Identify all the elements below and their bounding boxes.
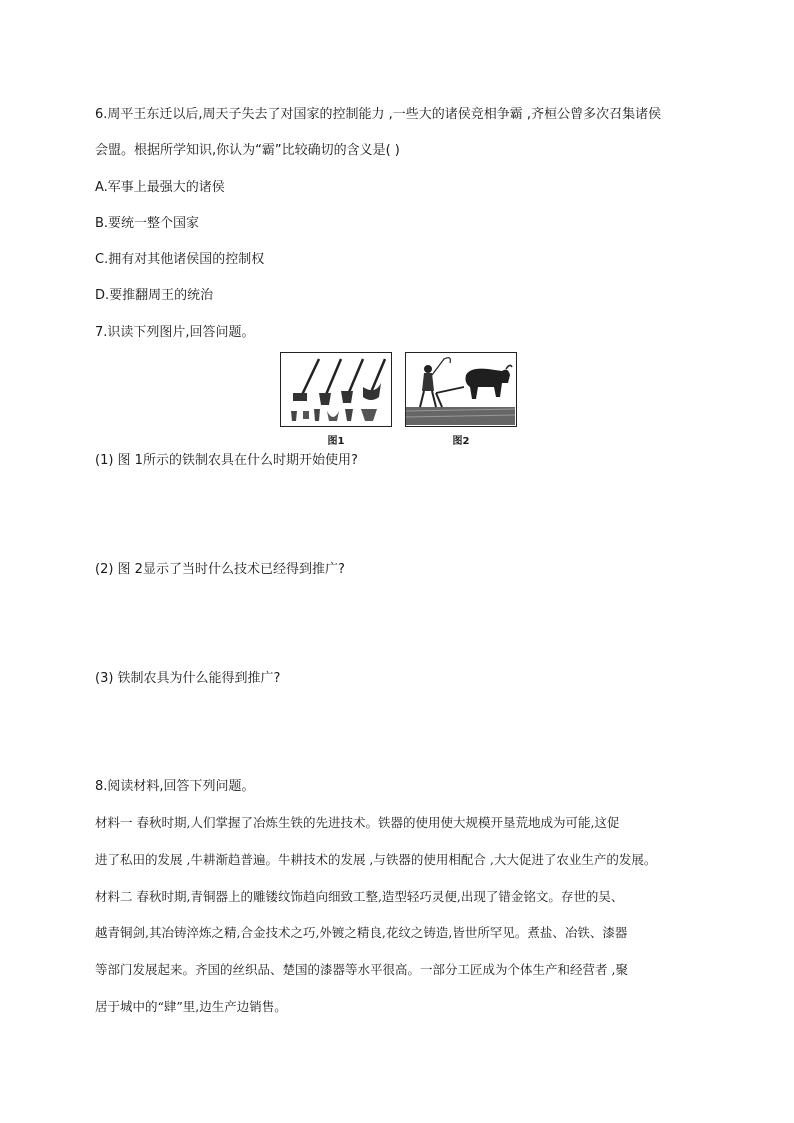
- q8-material-2-line3: 等部门发展起来。齐国的丝织品、楚国的漆器等水平很高。一部分工匠成为个体生产和经营者 ,聚: [95, 962, 628, 977]
- q8-material-2-line1: 材料二 春秋时期,青铜器上的雕镂纹饰趋向细致工整,造型轻巧灵便,出现了错金铭文。存世的吴、: [95, 889, 624, 904]
- q6-option-d: D.要推翻周王的统治: [95, 288, 214, 303]
- ox-plowing-illustration: [406, 353, 515, 425]
- figure-1-caption: 图1: [327, 436, 345, 447]
- q7-stem: 7.识读下列图片,回答问题。: [95, 325, 255, 340]
- iron-tools-illustration: [281, 353, 390, 425]
- figure-2-caption: 图2: [452, 436, 470, 447]
- q8-material-1-line2: 进了私田的发展 ,牛耕渐趋普遍。牛耕技术的发展 ,与铁器的使用相配合 ,大大促进了农业生产的发展。: [95, 852, 657, 867]
- q6-option-a: A.军事上最强大的诸侯: [95, 180, 225, 195]
- figure-2-ox-plowing-image: [405, 352, 517, 427]
- q8-stem: 8.阅读材料,回答下列问题。: [95, 779, 255, 794]
- q7-subquestion-3: (3) 铁制农具为什么能得到推广?: [95, 671, 281, 686]
- q6-option-b: B.要统一整个国家: [95, 216, 200, 231]
- q6-stem-line2: 会盟。根据所学知识,你认为“霸”比较确切的含义是( ): [95, 143, 400, 158]
- q8-material-2-line4: 居于城中的“肆”里,边生产边销售。: [95, 999, 287, 1014]
- figure-1-iron-tools-image: [280, 352, 392, 427]
- q7-subquestion-2: (2) 图 2显示了当时什么技术已经得到推广?: [95, 562, 345, 577]
- q8-material-2-line2: 越青铜剑,其冶铸淬炼之精,合金技术之巧,外镀之精良,花纹之铸造,皆世所罕见。煮盐、冶铁、漆器: [95, 925, 628, 940]
- q6-stem-line1: 6.周平王东迁以后,周天子失去了对国家的控制能力 ,一些大的诸侯竞相争霸 ,齐桓公曾多次召集诸侯: [95, 107, 662, 122]
- q6-option-c: C.拥有对其他诸侯国的控制权: [95, 252, 265, 267]
- q7-subquestion-1: (1) 图 1所示的铁制农具在什么时期开始使用?: [95, 453, 358, 468]
- q8-material-1-line1: 材料一 春秋时期,人们掌握了冶炼生铁的先进技术。铁器的使用使大规模开垦荒地成为可能,这促: [95, 815, 620, 830]
